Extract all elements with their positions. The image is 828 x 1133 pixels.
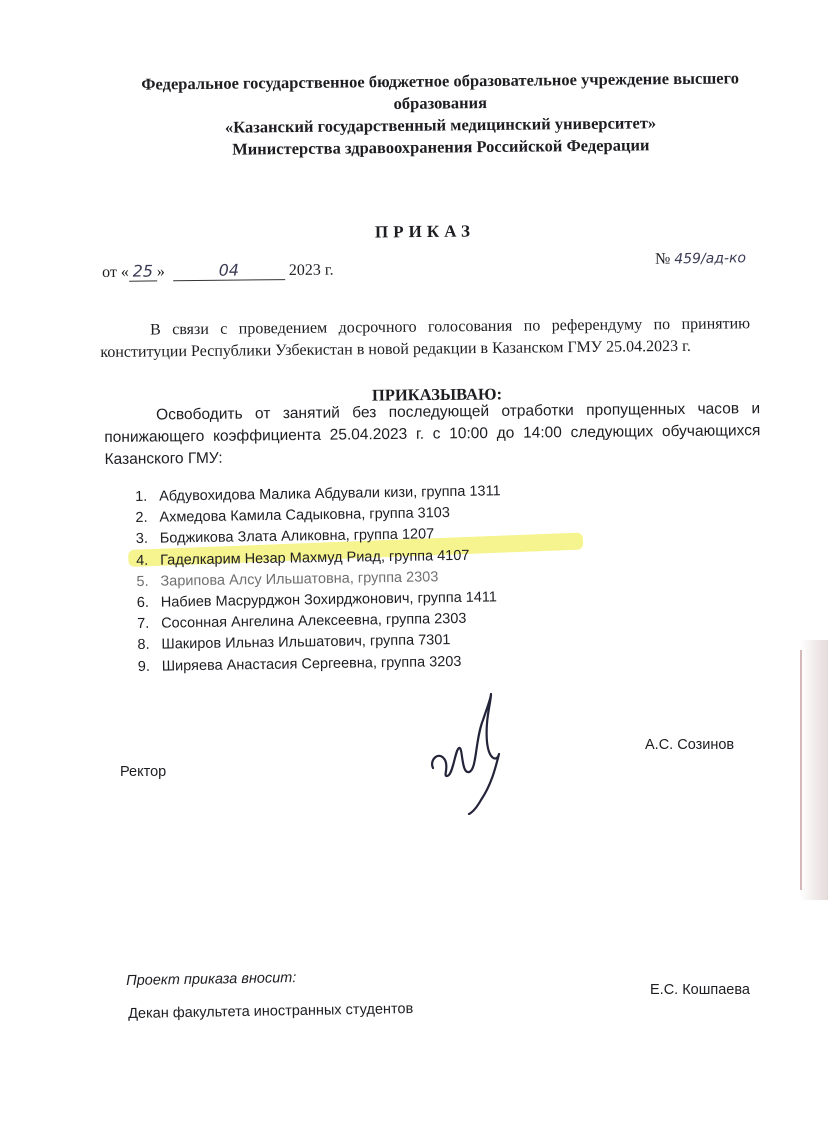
- document-title: ПРИКАЗ: [374, 221, 476, 242]
- dean-name: Е.С. Кошпаева: [650, 982, 750, 998]
- number-value-handwritten: 459/ад-ко: [674, 250, 747, 268]
- header-line-1: Федеральное государственное бюджетное образовательное учреждение высшего: [141, 68, 740, 94]
- list-item-text: Сосонная Ангелина Алексеевна, группа 2303: [161, 611, 467, 632]
- list-item-text: Ахмедова Камила Садыковна, группа 3103: [159, 505, 450, 526]
- header-line-4: Министерства здравоохранения Российской Федерации: [232, 135, 650, 159]
- order-date: [102, 260, 334, 282]
- header-line-3: «Казанский государственный медицинский университет»: [224, 113, 657, 137]
- scan-edge-shadow: [800, 640, 828, 900]
- list-item-number: 7.: [137, 616, 150, 633]
- scan-edge-line: [800, 650, 802, 890]
- list-item: [138, 651, 504, 678]
- header-line-2: образования: [393, 93, 488, 113]
- rector-name: А.С. Созинов: [645, 737, 735, 753]
- list-item-text: Гаделкарим Незар Махмуд Риад, группа 4107: [160, 547, 470, 569]
- list-item-number: 5.: [136, 573, 149, 590]
- rector-signature: [425, 690, 515, 815]
- list-item-number: 4.: [136, 552, 149, 569]
- order-number: [655, 249, 746, 269]
- list-item-number: 1.: [135, 488, 148, 505]
- date-day-handwritten: 25: [129, 261, 157, 281]
- date-month-handwritten: 04: [173, 260, 285, 281]
- list-item-number: 6.: [136, 594, 150, 612]
- list-item-number: 8.: [137, 637, 150, 654]
- list-item-number: 9.: [137, 658, 151, 675]
- order-heading: ПРИКАЗЫВАЮ:: [371, 384, 503, 405]
- list-item-text: Боджикова Злата Аликовна, группа 1207: [159, 526, 435, 548]
- preamble-paragraph: В связи с проведением досрочного голосования по референдуму по принятию конституции Республики Узбекистан в новой редакции в Казанском ГМУ 25.04.2023 г.: [100, 315, 751, 361]
- list-item-number: 3.: [135, 531, 149, 548]
- date-prefix: от «: [102, 263, 129, 281]
- list-item-text: Зарипова Алсу Ильшатовна, группа 2303: [160, 569, 439, 590]
- institution-header: [105, 67, 776, 162]
- date-mid: »: [156, 263, 165, 281]
- list-item-number: 2.: [135, 510, 148, 527]
- list-item-text: Абдувохидова Малика Абдували кизи, группа 1311: [159, 483, 501, 505]
- project-submitted-by-label: Проект приказа вносит:: [126, 970, 297, 989]
- date-year: 2023 г.: [288, 261, 334, 280]
- dean-label: Декан факультета иностранных студентов: [128, 1001, 414, 1022]
- student-list: [135, 481, 503, 678]
- number-label: №: [654, 250, 671, 268]
- list-item-text: Ширяева Анастасия Сергеевна, группа 3203: [161, 653, 462, 675]
- rector-label: Ректор: [120, 764, 167, 780]
- list-item-text: Набиев Масрурджон Зохирджонович, группа 1411: [160, 589, 498, 611]
- list-item-text: Шакиров Ильназ Ильшатович, группа 7301: [161, 632, 451, 654]
- order-paragraph: Освободить от занятий без последующей отработки пропущенных часов и понижающего коэффициента 25.04.2023 г. с 10:00 до 14:00 следующих обучающихся Казанского ГМУ:: [104, 400, 761, 468]
